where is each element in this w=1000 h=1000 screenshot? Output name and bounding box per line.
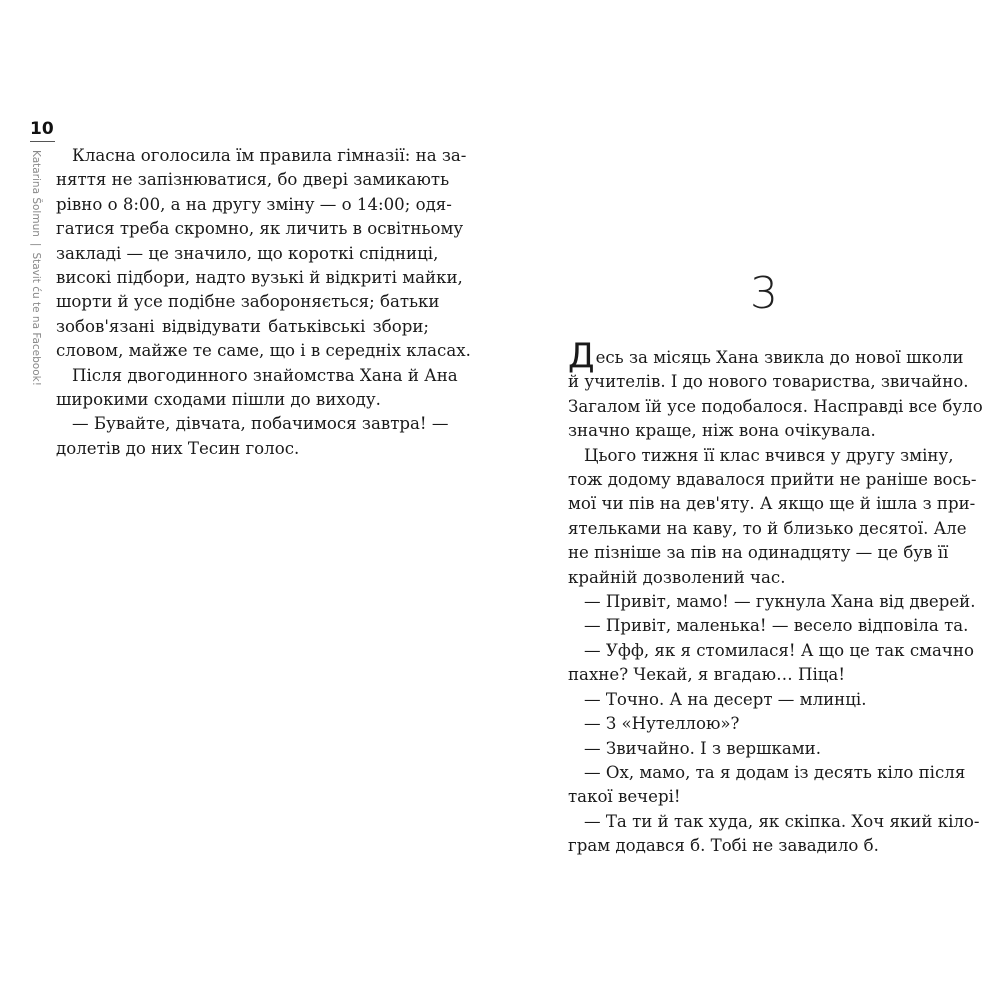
chapter-number: 3 — [750, 268, 778, 319]
running-head-title: Stavit ću te na Facebook! — [30, 252, 42, 386]
page-number-rule — [30, 141, 55, 142]
text-line: пахне? Чекай, я вгадаю… Піца! — [568, 665, 845, 685]
page-number: 10 — [30, 119, 54, 139]
text-line: — Привіт, мамо! — гукнула Хана від дверей. — [584, 592, 976, 612]
running-head-author: Katarina Šolmun — [30, 150, 42, 237]
text-line: долетів до них Тесин голос. — [56, 438, 300, 458]
text-line: значно краще, ніж вона очікувала. — [568, 421, 876, 441]
text-line: тож додому вдавалося прийти не раніше вось- — [568, 470, 977, 490]
text-line: зобов'язані відвідувати батьківські збори; — [56, 316, 429, 336]
right-column-text — [568, 336, 983, 859]
text-line: ятельками на каву, то й близько десятої. Але — [568, 518, 967, 538]
text-line: — Бувайте, дівчата, побачимося завтра! — — [72, 414, 449, 434]
text-line: крайній дозволений час. — [568, 567, 786, 587]
running-head — [27, 150, 45, 450]
text-line: Цього тижня її клас вчився у другу зміну, — [584, 445, 954, 465]
text-line: закладі — це значило, що короткі спідниці, — [56, 243, 439, 263]
first-line-text: есь за місяць Хана звикла до нової школи — [595, 348, 964, 367]
text-line: — Уфф, як я стомилася! А що це так смачно — [584, 640, 974, 660]
text-line: мої чи пів на дев'яту. А якщо ще й ішла з при- — [568, 494, 976, 514]
text-line: Після двогодинного знайомства Хана й Ана — [72, 365, 458, 385]
text-line: — Звичайно. І з вершками. — [584, 738, 822, 758]
text-line: — Привіт, маленька! — весело відповіла та. — [584, 616, 969, 636]
left-column-text — [56, 144, 471, 461]
text-line: рівно о 8:00, а на другу зміну — о 14:00; одя- — [56, 194, 452, 214]
text-line: грам додався б. Тобі не завадило б. — [568, 836, 879, 856]
text-line-first — [568, 336, 964, 376]
text-line: гатися треба скромно, як личить в освітньому — [56, 219, 464, 239]
text-line: шорти й усе подібне забороняється; батьки — [56, 292, 440, 312]
dropcap-letter: Д — [568, 336, 595, 376]
text-line: Класна оголосила їм правила гімназії: на за- — [72, 146, 467, 165]
text-line: такої вечері! — [568, 787, 681, 807]
text-line: Загалом їй усе подобалося. Насправді все було — [568, 396, 983, 416]
text-line: — Та ти й так худа, як скіпка. Хоч який кіло- — [584, 811, 980, 831]
text-line: — Ох, мамо, та я додам із десять кіло після — [584, 762, 966, 782]
running-head-separator: | — [30, 242, 42, 247]
text-line: широкими сходами пішли до виходу. — [56, 390, 381, 410]
text-line: не пізніше за пів на одинадцяту — це був її — [568, 543, 949, 563]
text-line: — З «Нутеллою»? — [584, 714, 740, 734]
text-line: няття не запізнюватися, бо двері замикають — [56, 170, 450, 190]
text-line: й учителів. І до нового товариства, звичайно. — [568, 372, 969, 392]
text-line: високі підбори, надто вузькі й відкриті майки, — [56, 268, 463, 288]
text-line: — Точно. А на десерт — млинці. — [584, 689, 867, 709]
text-line: словом, майже те саме, що і в середніх класах. — [56, 341, 471, 361]
